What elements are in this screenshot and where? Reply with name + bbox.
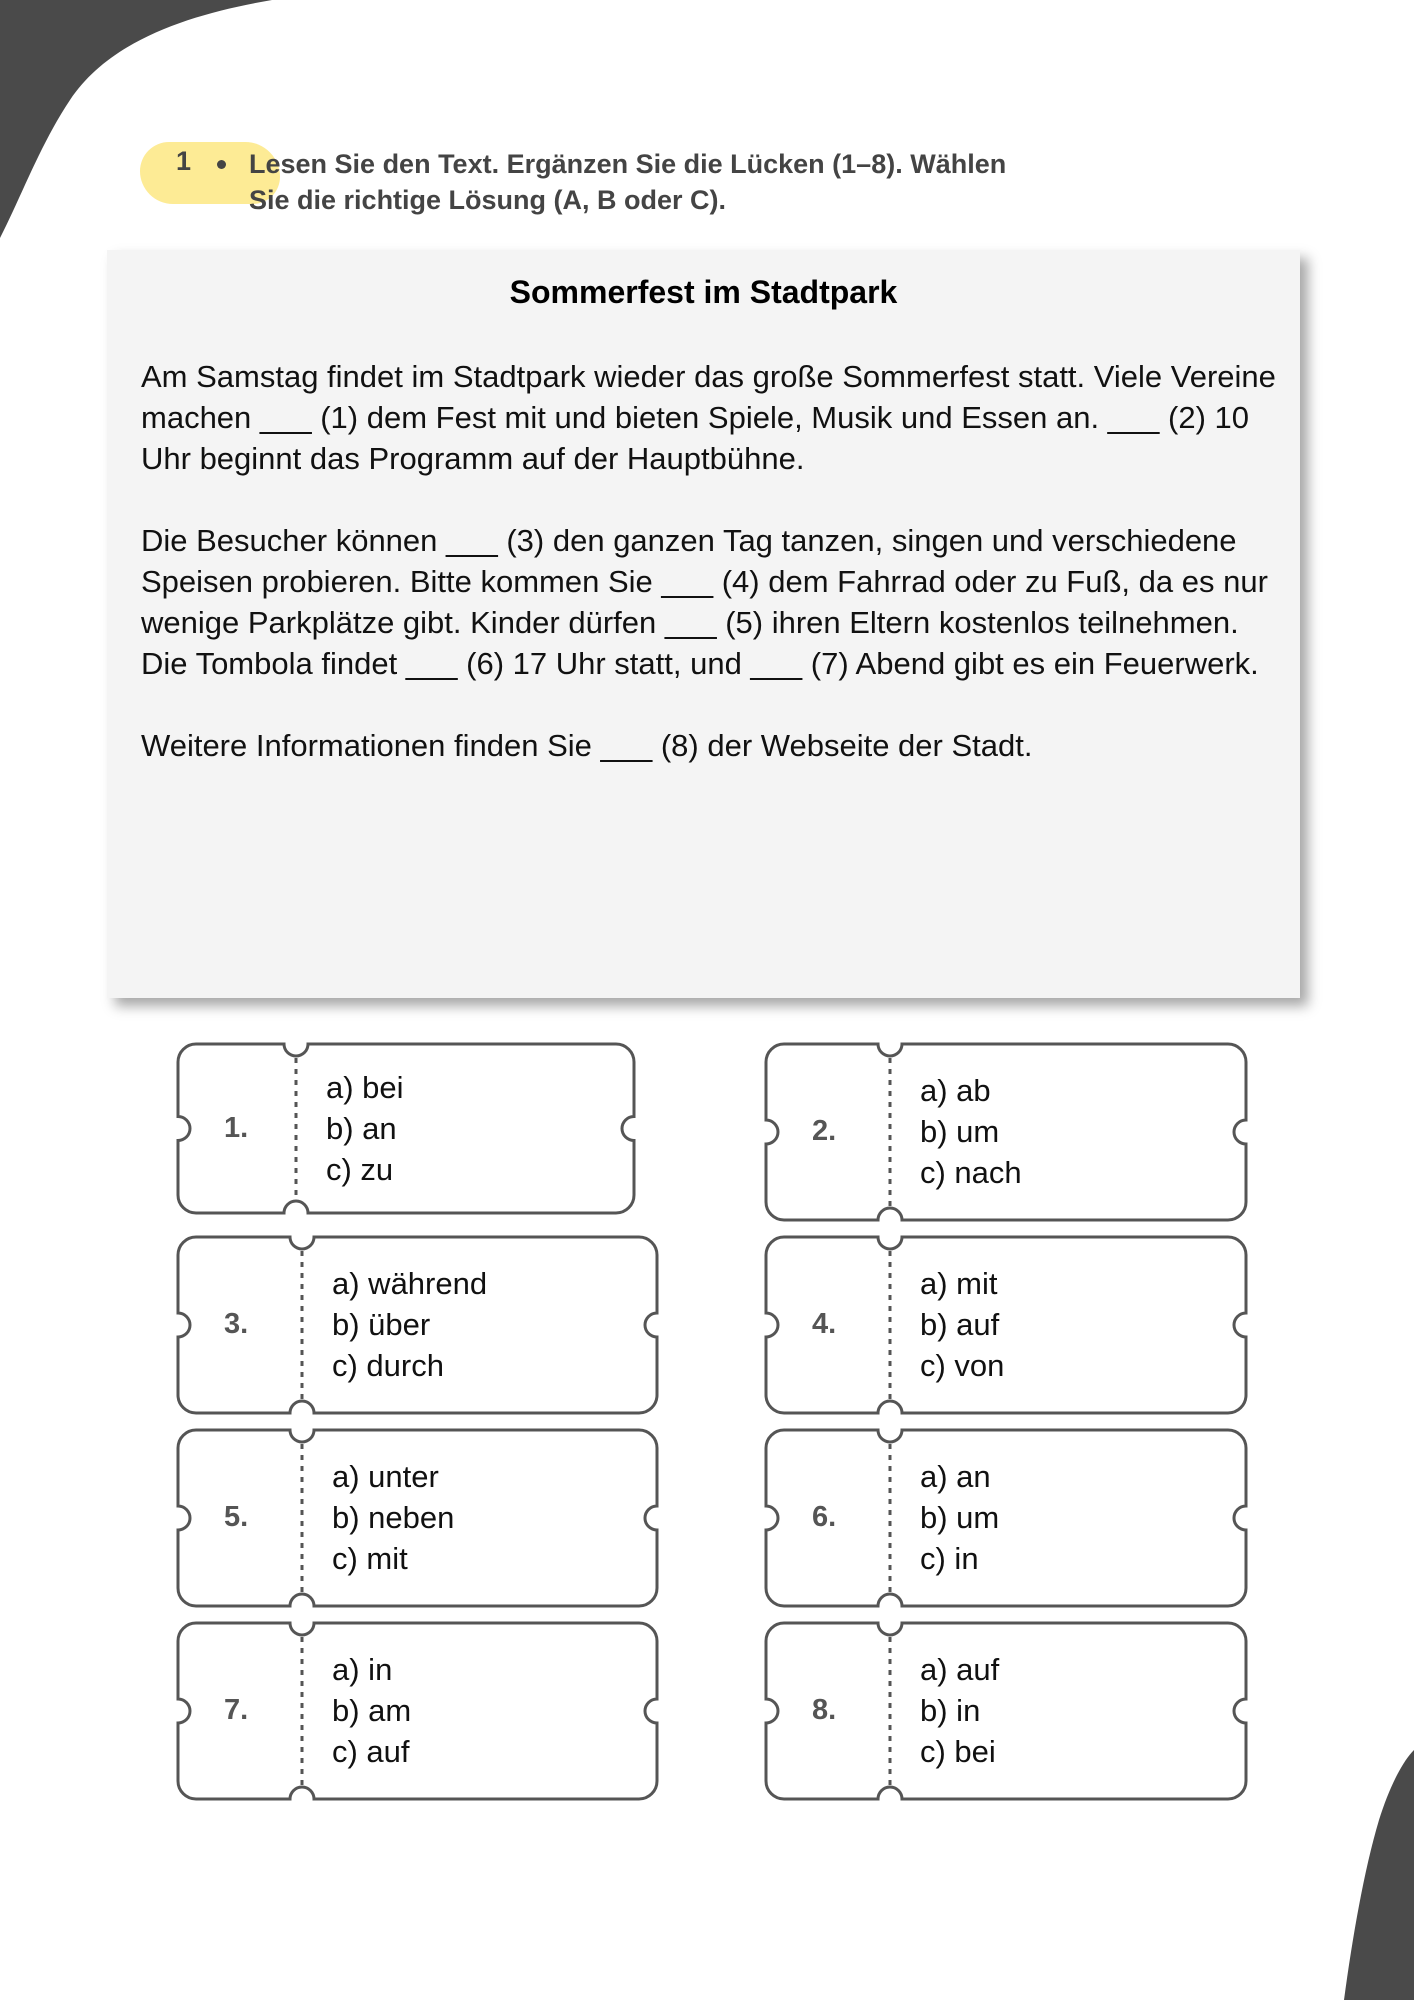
answer-options (332, 1456, 454, 1579)
task-instruction-line: Sie die richtige Lösung (A, B oder C). (249, 185, 727, 215)
answer-options (332, 1263, 487, 1386)
answer-ticket (766, 1623, 1246, 1799)
answer-option[interactable]: b) um (920, 1114, 1000, 1149)
answer-option[interactable]: a) ab (920, 1073, 991, 1108)
corner-shape-bottom-right (1344, 1750, 1414, 2000)
answer-option[interactable]: b) auf (920, 1307, 1000, 1342)
answer-options (326, 1067, 404, 1190)
text-paragraph: Am Samstag findet im Stadtpark wieder das große Sommerfest statt. Viele Vereine machen ___ (1) dem Fest mit und bieten Spiele, Musik und Essen an. ___ (2) 10 Uhr beginnt das Programm auf der Hauptbühne. (141, 359, 1276, 476)
answer-option[interactable]: c) durch (332, 1348, 444, 1383)
ticket-border (766, 1430, 1246, 1606)
answer-option[interactable]: c) auf (332, 1734, 410, 1769)
answer-option[interactable]: a) an (920, 1459, 991, 1494)
question-number: 3. (224, 1308, 249, 1340)
ticket-outline (766, 1623, 1246, 1799)
answer-option[interactable]: a) auf (920, 1652, 1000, 1687)
question-number: 5. (224, 1501, 249, 1533)
question-number: 1. (224, 1111, 249, 1144)
answer-option[interactable]: b) um (920, 1500, 1000, 1535)
answer-ticket (178, 1430, 657, 1606)
answer-option[interactable]: c) mit (332, 1541, 408, 1576)
text-paragraph: Weitere Informationen finden Sie ___ (8) der Webseite der Stadt. (141, 728, 1033, 763)
question-number: 7. (224, 1694, 249, 1726)
reading-text-card (107, 250, 1300, 998)
answer-option[interactable]: a) in (332, 1652, 393, 1687)
answer-option[interactable]: c) bei (920, 1734, 996, 1769)
answer-option[interactable]: a) bei (326, 1069, 404, 1105)
ticket-border (766, 1623, 1246, 1799)
ticket-outline (766, 1430, 1246, 1606)
bullet-icon (217, 160, 226, 169)
question-number: 2. (812, 1115, 837, 1147)
ticket-outline (178, 1623, 657, 1799)
answer-ticket (766, 1044, 1246, 1220)
answer-options (920, 1263, 1004, 1386)
question-number: 4. (812, 1308, 837, 1340)
task-instruction (249, 146, 1129, 218)
answer-option[interactable]: a) unter (332, 1459, 439, 1494)
answer-option[interactable]: c) nach (920, 1155, 1022, 1190)
question-number: 8. (812, 1694, 837, 1726)
text-paragraph: Die Besucher können ___ (3) den ganzen Tag tanzen, singen und verschiedene Speisen probieren. Bitte kommen Sie ___ (4) dem Fahrrad oder zu Fuß, da es nur wenige Parkplätze gibt. Kinder dürfen ___ (5) ihren Eltern kostenlos teilnehmen. Die Tombola findet ___ (6) 17 Uhr statt, und ___ (7) Abend gibt es ein Feuerwerk. (141, 523, 1268, 681)
corner-shape-top-left (0, 0, 280, 240)
answer-option[interactable]: c) in (920, 1541, 979, 1576)
answer-options (920, 1456, 999, 1579)
answer-option[interactable]: a) während (332, 1266, 488, 1301)
answer-option[interactable]: c) von (920, 1348, 1005, 1383)
text-title: Sommerfest im Stadtpark (509, 274, 898, 310)
question-number: 6. (812, 1501, 837, 1533)
answer-option[interactable]: b) über (332, 1307, 431, 1342)
task-instruction-line: Lesen Sie den Text. Ergänzen Sie die Lücken (1–8). Wählen (249, 149, 1007, 179)
answer-ticket (766, 1237, 1246, 1413)
answer-options (920, 1649, 999, 1772)
answer-option[interactable]: a) mit (920, 1266, 998, 1301)
answer-options (920, 1070, 1022, 1193)
answer-option[interactable]: b) am (332, 1693, 412, 1728)
answer-ticket (178, 1623, 657, 1799)
ticket-outline (766, 1237, 1246, 1413)
answer-ticket (766, 1430, 1246, 1606)
answer-option[interactable]: b) an (326, 1110, 397, 1146)
ticket-border (178, 1623, 657, 1799)
answer-option[interactable]: b) neben (332, 1500, 455, 1535)
answer-ticket (178, 1044, 634, 1213)
ticket-border (766, 1237, 1246, 1413)
answer-option[interactable]: c) zu (326, 1151, 394, 1187)
answer-options (332, 1649, 411, 1772)
answer-option[interactable]: b) in (920, 1693, 981, 1728)
text-body (141, 356, 1281, 807)
task-number: 1 (176, 146, 192, 176)
answer-ticket (178, 1237, 657, 1413)
